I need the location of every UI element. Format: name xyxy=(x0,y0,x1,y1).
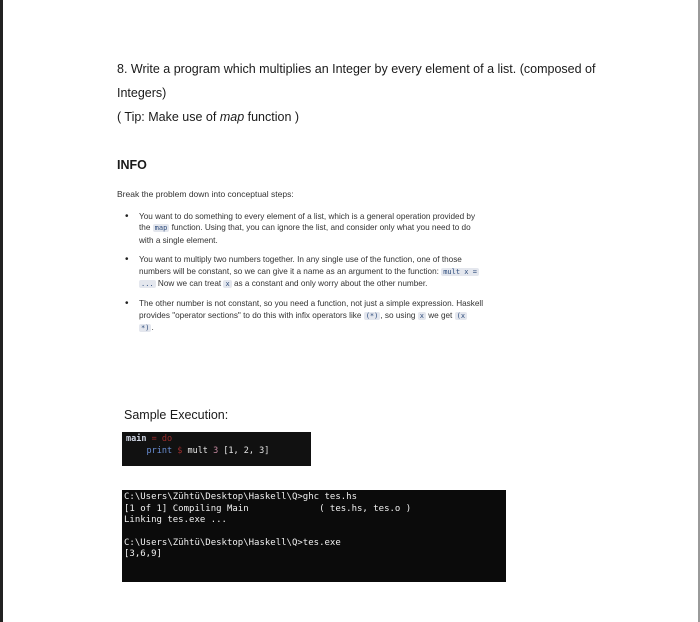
code-section-open: (x xyxy=(456,311,466,320)
terminal-line: C:\Users\Zühtü\Desktop\Haskell\Q>tes.exe xyxy=(124,537,341,548)
question-line-1: 8. Write a program which multiplies an Integer by every element of a list. (composed of xyxy=(117,62,596,76)
question-line-2: Integers) xyxy=(117,86,167,100)
info-bullet-list xyxy=(120,211,550,343)
code-x: x xyxy=(225,280,230,289)
info-heading: INFO xyxy=(117,158,147,172)
bullet-3: • The other number is not constant, so you need a function, not just a simple expression. Haskell provides "operator sections" to do this with infix operators like (*) , so using x we get (x *) . xyxy=(120,298,550,334)
info-intro: Break the problem down into conceptual steps: xyxy=(117,189,294,199)
sample-heading: Sample Execution: xyxy=(124,408,229,422)
terminal-line xyxy=(124,527,504,538)
code-map: map xyxy=(154,224,168,233)
code-line-2: print $ mult 3 [1, 2, 3] xyxy=(146,446,270,456)
terminal-line: C:\Users\Zühtü\Desktop\Haskell\Q>ghc tes.hs xyxy=(124,492,357,502)
code-op-star: (*) xyxy=(365,311,379,320)
bullet-2: • You want to multiply two numbers together. In any single use of the function, one of those numbers will be constant, so we can give it a name as an argument to the function: mult x = ... Now we can treat x as a constant and only worry about the other number. xyxy=(120,254,550,290)
code-section-close: *) xyxy=(141,324,150,333)
bullet-1: • You want to do something to every element of a list, which is a general operation provided by the map function. Using that, you can ignore the list, and consider only what you need to do with a single element. xyxy=(120,211,550,246)
tip-func: map xyxy=(219,110,245,124)
terminal-output xyxy=(122,490,506,582)
code-snippet xyxy=(122,432,311,466)
tip-suffix: function ) xyxy=(244,110,300,124)
terminal-line: [3,6,9] xyxy=(124,549,162,559)
terminal-line: [1 of 1] Compiling Main ( tes.hs, tes.o ) xyxy=(124,503,412,514)
terminal-line: Linking tes.exe ... xyxy=(124,515,227,525)
left-border xyxy=(0,0,3,622)
code-line-1: main = do xyxy=(126,434,173,444)
code-mult-x: mult x = xyxy=(443,267,477,276)
tip-line xyxy=(117,109,299,125)
tip-prefix: ( Tip: Make use of xyxy=(117,110,220,124)
code-ellipsis: ... xyxy=(141,280,154,289)
code-x-2: x xyxy=(419,311,424,320)
